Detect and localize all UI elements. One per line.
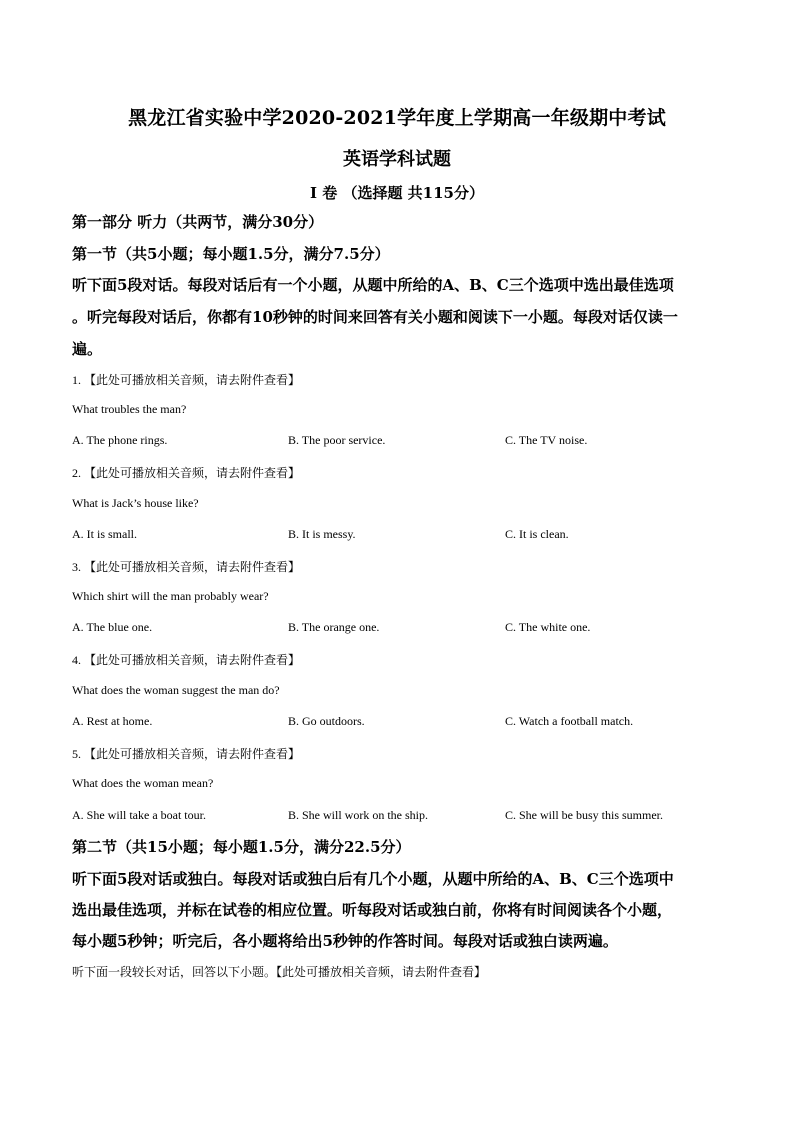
question-text: What does the woman mean? xyxy=(72,776,214,790)
option-a: A. She will take a boat tour. xyxy=(72,808,206,822)
question-audio-link[interactable]: 3. 【此处可播放相关音频，请去附件查看】 xyxy=(72,560,301,574)
option-b: B. It is messy. xyxy=(288,527,356,541)
option-b: B. The orange one. xyxy=(288,620,380,634)
option-c: C. It is clean. xyxy=(505,527,569,541)
question-audio-link[interactable]: 4. 【此处可播放相关音频，请去附件查看】 xyxy=(72,653,301,667)
option-a: A. The blue one. xyxy=(72,620,153,634)
question-text: What does the woman suggest the man do? xyxy=(72,683,280,697)
option-b: B. Go outdoors. xyxy=(288,714,365,728)
exam-title: 黑龙江省实验中学2020-2021学年度上学期高一年级期中考试 xyxy=(128,107,666,129)
section2-heading: 第二节（共15小题；每小题1.5分，满分22.5分） xyxy=(72,838,411,856)
question-audio-link[interactable]: 5. 【此处可播放相关音频，请去附件查看】 xyxy=(72,747,301,761)
option-b: B. The poor service. xyxy=(288,433,386,447)
section2-instruction-line: 听下面5段对话或独白。每段对话或独白后有几个小题，从题中所给的A、B、C三个选项中 xyxy=(72,870,674,888)
option-c: C. The TV noise. xyxy=(505,433,588,447)
section1-heading: 第一节（共5小题；每小题1.5分，满分7.5分） xyxy=(72,245,390,263)
section1-instruction-line: 遍。 xyxy=(72,340,103,358)
question-audio-link[interactable]: 1. 【此处可播放相关音频，请去附件查看】 xyxy=(72,373,301,387)
part1-heading: 第一部分 听力（共两节，满分30分） xyxy=(72,213,324,231)
exam-subtitle: 英语学科试题 xyxy=(343,149,451,170)
option-a: A. Rest at home. xyxy=(72,714,153,728)
question-text: What is Jack’s house like? xyxy=(72,496,199,510)
question-text: Which shirt will the man probably wear? xyxy=(72,589,269,603)
option-a: A. It is small. xyxy=(72,527,137,541)
section2-lead-audio[interactable]: 听下面一段较长对话，回答以下小题。【此处可播放相关音频，请去附件查看】 xyxy=(72,965,487,979)
option-c: C. The white one. xyxy=(505,620,591,634)
section2-instruction-line: 选出最佳选项，并标在试卷的相应位置。听每段对话或独白前，你将有时间阅读各个小题， xyxy=(72,901,673,919)
question-text: What troubles the man? xyxy=(72,402,187,416)
volume-heading: I 卷 （选择题 共115分） xyxy=(310,184,484,202)
section2-instruction-line: 每小题5秒钟；听完后，各小题将给出5秒钟的作答时间。每段对话或独白读两遍。 xyxy=(72,932,618,950)
option-c: C. She will be busy this summer. xyxy=(505,808,664,822)
question-audio-link[interactable]: 2. 【此处可播放相关音频，请去附件查看】 xyxy=(72,466,301,480)
option-a: A. The phone rings. xyxy=(72,433,168,447)
option-c: C. Watch a football match. xyxy=(505,714,634,728)
option-b: B. She will work on the ship. xyxy=(288,808,428,822)
section1-instruction-line: 。听完每段对话后，你都有10秒钟的时间来回答有关小题和阅读下一小题。每段对话仅读一 xyxy=(72,308,678,326)
section1-instruction-line: 听下面5段对话。每段对话后有一个小题，从题中所给的A、B、C三个选项中选出最佳选项 xyxy=(72,276,674,294)
